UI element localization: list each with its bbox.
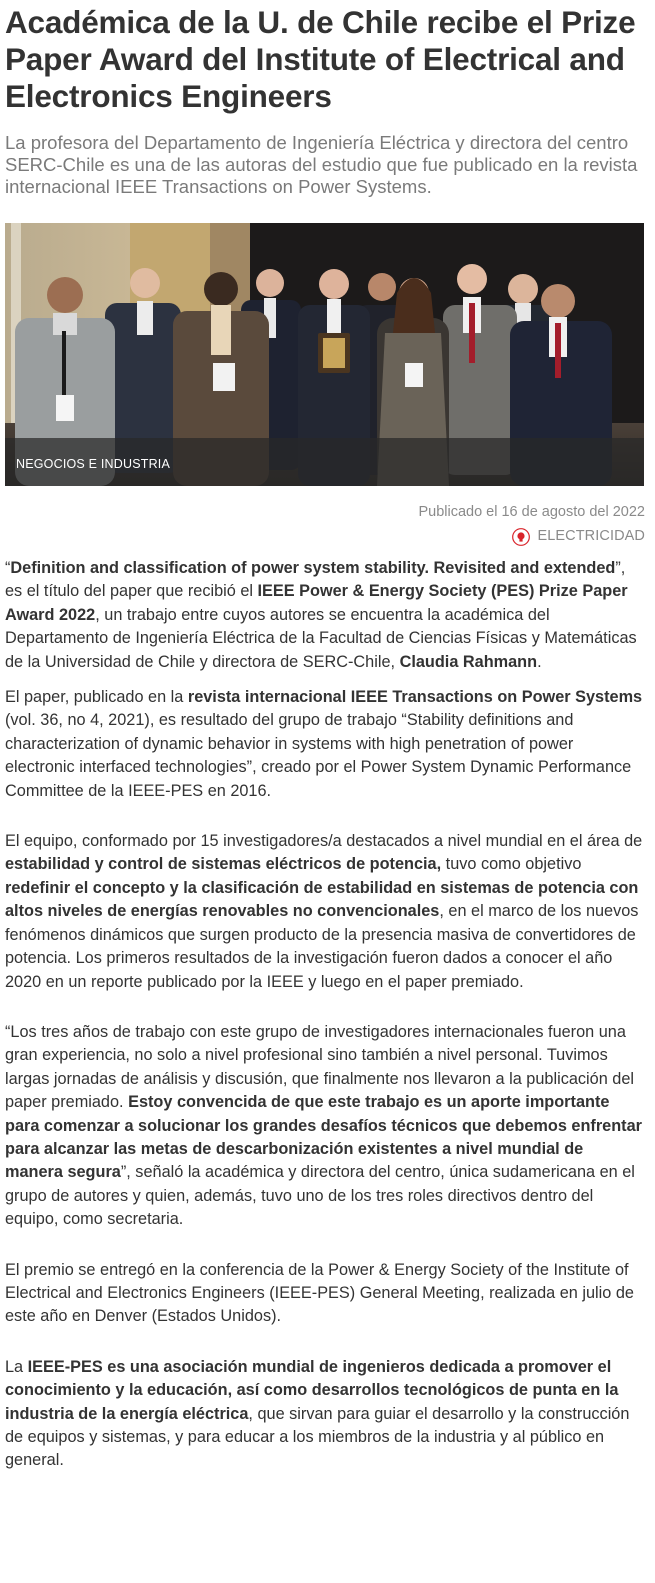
bold-text: IEEE-PES es una asociación mundial de ingenieros dedicada a promover el conocimiento y la educación, así como desarrollos tecnológicos de punta en la industria de la energía eléctrica bbox=[5, 1357, 619, 1423]
paragraph: La IEEE-PES es una asociación mundial de ingenieros dedicada a promover el conocimiento y la educación, así como desarrollos tecnológicos de punta en la industria de la energía eléctrica, que sirvan para guiar el desarrollo y la construcción de equipos y sistemas, y para educar a los miembros de la industria y al público en general. bbox=[5, 1357, 630, 1470]
bold-text: redefinir el concepto y la clasificación de estabilidad en sistemas de potencia con altos niveles de energías renovables no convencionales bbox=[5, 878, 639, 921]
lightbulb-icon bbox=[512, 528, 530, 546]
bold-text: estabilidad y control de sistemas eléctricos de potencia, bbox=[5, 855, 442, 874]
paragraph: “Definition and classification of power system stability. Revisited and extended”, es el título del paper que recibió el IEEE Power & Energy Society (PES) Prize Paper Award 2022, un trabajo entre cuyos autores se encuentra la académica del Departamento de Ingeniería Eléctrica de la Facultad de Ciencias Físicas y Matemáticas de la Universidad de Chile y directora de SERC-Chile, Claudia Rahmann. bbox=[5, 559, 637, 671]
publish-date: Publicado el 16 de agosto del 2022 bbox=[418, 504, 645, 520]
article-title: Académica de la U. de Chile recibe el Prize Paper Award del Institute of Electrical and Electronics Engineers bbox=[5, 4, 636, 114]
article-subtitle: La profesora del Departamento de Ingeniería Eléctrica y directora del centro SERC-Chile es una de las autoras del estudio que fue publicado en la revista internacional IEEE Transactions on Power Systems. bbox=[5, 132, 638, 197]
paragraph: El premio se entregó en la conferencia de la Power & Energy Society of the Institute of Electrical and Electronics Engineers (IEEE-PES) General Meeting, realizada en julio de este año en Denver (Estados Unidos). bbox=[5, 1260, 634, 1326]
article-body bbox=[5, 557, 645, 1473]
bold-text: Estoy convencida de que este trabajo es un aporte importante para comenzar a solucionar los grandes desafíos técnicos que debemos enfrentar para alcanzar las metas de descarbonización existentes a nivel mundial de manera segura bbox=[5, 1093, 642, 1182]
paragraph: El paper, publicado en la revista internacional IEEE Transactions on Power Systems (vol. 36, no 4, 2021), es resultado del grupo de trabajo “Stability definitions and characterization of dynamic behavior in systems with high penetration of power electronic interfaced technologies”, creado por el Power System Dynamic Performance Committee de la IEEE-PES en 2016. bbox=[5, 688, 643, 800]
paragraph: “Los tres años de trabajo con este grupo de investigadores internacionales fueron una gran experiencia, no solo a nivel profesional sino también a nivel personal. Tuvimos largas jornadas de análisis y discusión, que finalmente nos llevaron a la publicación del paper premiado. Estoy convencida de que este trabajo es un aporte importante para comenzar a solucionar los grandes desafíos técnicos que debemos enfrentar para alcanzar las metas de descarbonización existentes a nivel mundial de manera segura”, señaló la académica y directora del centro, única sudamericana en el grupo de autores y quien, además, tuvo uno de los tres roles directivos dentro del equipo, como secretaria. bbox=[5, 1022, 642, 1229]
bold-text: revista internacional IEEE Transactions on Power Systems bbox=[187, 688, 643, 707]
article-meta bbox=[5, 502, 645, 547]
article bbox=[5, 0, 645, 1473]
category-row[interactable] bbox=[5, 526, 645, 547]
bold-text: Definition and classification of power system stability. Revisited and extended bbox=[10, 559, 616, 577]
bold-text: IEEE Power & Energy Society (PES) Prize Paper Award 2022 bbox=[5, 582, 628, 624]
category-link[interactable]: ELECTRICIDAD bbox=[537, 528, 645, 544]
hero-photo bbox=[5, 223, 644, 486]
bold-text: Claudia Rahmann bbox=[399, 652, 538, 671]
section-tag[interactable]: NEGOCIOS E INDUSTRIA bbox=[16, 457, 171, 471]
paragraph: El equipo, conformado por 15 investigadores/a destacados a nivel mundial en el área de estabilidad y control de sistemas eléctricos de potencia, tuvo como objetivo redefinir el concepto y la clasificación de estabilidad en sistemas de potencia con altos niveles de energías renovables no convencionales, en el marco de los nuevos fenómenos dinámicos que surgen producto de la presencia masiva de convertidores de potencia. Los primeros resultados de la investigación fueron dados a conocer el año 2020 en un reporte publicado por la IEEE y luego en el paper premiado. bbox=[5, 832, 643, 991]
